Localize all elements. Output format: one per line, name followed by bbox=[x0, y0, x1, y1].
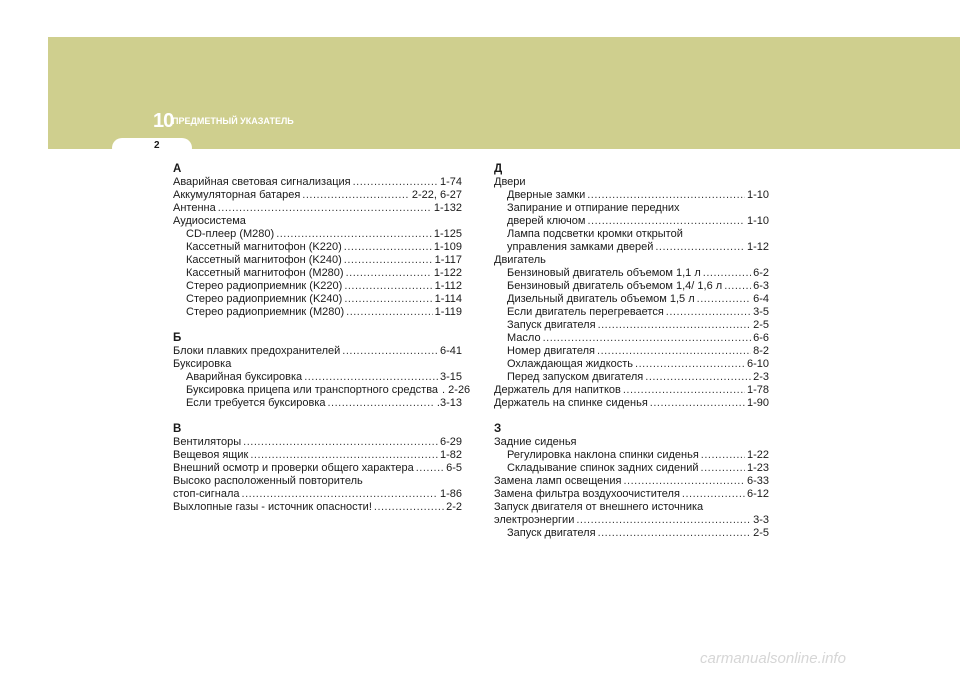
index-entry: Бензиновый двигатель объемом 1,4/ 1,6 л ..... 6-3 bbox=[494, 280, 769, 293]
index-entry: управления замками дверей ..... 1-12 bbox=[494, 241, 769, 254]
index-column-left bbox=[173, 163, 471, 514]
index-entry: Выхлопные газы - источник опасности! ..... 2-2 bbox=[173, 501, 462, 514]
index-heading: Двигатель bbox=[494, 254, 546, 266]
header-band bbox=[48, 37, 960, 149]
index-entry: Бензиновый двигатель объемом 1,1 л ..... 6-2 bbox=[494, 267, 769, 280]
index-entry: Стерео радиоприемник (K220) ..... 1-112 bbox=[173, 280, 462, 293]
index-heading: Аудиосистема bbox=[173, 215, 246, 227]
index-entry: Перед запуском двигателя ..... 2-3 bbox=[494, 371, 769, 384]
index-entry: Аккумуляторная батарея ..... 2-22, 6-27 bbox=[173, 189, 462, 202]
chapter-number: 10 bbox=[153, 110, 174, 132]
watermark: carmanualsonline.info bbox=[700, 650, 846, 667]
index-entry: дверей ключом ..... 1-10 bbox=[494, 215, 769, 228]
index-heading: Задние сиденья bbox=[494, 436, 577, 448]
index-entry: Вещевоя ящик ..... 1-82 bbox=[173, 449, 462, 462]
page-tab bbox=[112, 138, 192, 158]
index-heading: Двери bbox=[494, 176, 526, 188]
index-entry: Регулировка наклона спинки сиденья ..... 1-22 bbox=[494, 449, 769, 462]
index-entry: Кассетный магнитофон (M280) ..... 1-122 bbox=[173, 267, 462, 280]
index-entry: Масло ..... 6-6 bbox=[494, 332, 769, 345]
index-heading: Запирание и отпирание передних bbox=[507, 202, 680, 214]
section-letter: З bbox=[494, 423, 502, 435]
section-letter: В bbox=[173, 423, 182, 435]
section-letter: А bbox=[173, 163, 182, 175]
index-entry: Блоки плавких предохранителей ..... 6-41 bbox=[173, 345, 462, 358]
section-letter: Б bbox=[173, 332, 182, 344]
index-entry: Держатель на спинке сиденья ..... 1-90 bbox=[494, 397, 769, 410]
index-entry: Аварийная буксировка ..... 3-15 bbox=[173, 371, 462, 384]
index-entry: Стерео радиоприемник (M280) ..... 1-119 bbox=[173, 306, 462, 319]
index-heading: Запуск двигателя от внешнего источника bbox=[494, 501, 704, 513]
chapter-title: ПРЕДМЕТНЫЙ УКАЗАТЕЛЬ bbox=[172, 116, 294, 126]
index-entry: Если требуется буксировка ..... .3-13 bbox=[173, 397, 462, 410]
index-entry: Номер двигателя ..... 8-2 bbox=[494, 345, 769, 358]
index-entry: Аварийная световая сигнализация ..... 1-74 bbox=[173, 176, 462, 189]
index-entry: стоп-сигнала ..... 1-86 bbox=[173, 488, 462, 501]
index-heading: Высоко расположенный повторитель bbox=[173, 475, 363, 487]
section-letter: Д bbox=[494, 163, 503, 175]
index-entry: Замена ламп освещения ..... 6-33 bbox=[494, 475, 769, 488]
index-entry: электроэнергии ..... 3-3 bbox=[494, 514, 769, 527]
index-entry: Охлаждающая жидкость ..... 6-10 bbox=[494, 358, 769, 371]
index-entry: Складывание спинок задних сидений ..... 1-23 bbox=[494, 462, 769, 475]
index-entry: Стерео радиоприемник (K240) ..... 1-114 bbox=[173, 293, 462, 306]
page-number: 2 bbox=[154, 140, 160, 151]
index-entry: Внешний осмотр и проверки общего характера ..... 6-5 bbox=[173, 462, 462, 475]
index-entry: Антенна ..... 1-132 bbox=[173, 202, 462, 215]
index-entry: Держатель для напитков ..... 1-78 bbox=[494, 384, 769, 397]
index-entry: Вентиляторы ..... 6-29 bbox=[173, 436, 462, 449]
index-entry: Замена фильтра воздухоочистителя ..... 6-12 bbox=[494, 488, 769, 501]
index-entry: Запуск двигателя ..... 2-5 bbox=[494, 527, 769, 540]
index-heading: Лампа подсветки кромки открытой bbox=[507, 228, 683, 240]
index-entry: Запуск двигателя ..... 2-5 bbox=[494, 319, 769, 332]
index-entry: CD-плеер (M280) ..... 1-125 bbox=[173, 228, 462, 241]
index-entry: Если двигатель перегревается ..... 3-5 bbox=[494, 306, 769, 319]
index-heading: Буксировка bbox=[173, 358, 232, 370]
index-entry: Кассетный магнитофон (K220) ..... 1-109 bbox=[173, 241, 462, 254]
index-column-right bbox=[494, 163, 769, 540]
index-entry: Буксировка прицепа или транспортного средства . 2-26 bbox=[186, 384, 471, 396]
index-entry: Дверные замки ..... 1-10 bbox=[494, 189, 769, 202]
index-entry: Кассетный магнитофон (K240) ..... 1-117 bbox=[173, 254, 462, 267]
index-entry: Дизельный двигатель объемом 1,5 л ..... 6-4 bbox=[494, 293, 769, 306]
